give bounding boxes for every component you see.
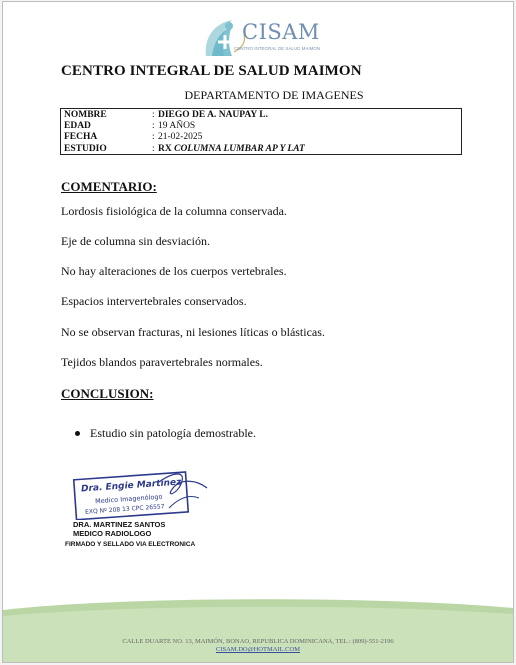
logo-tagline: CENTRO INTEGRAL DE SALUD MAIMON [234,46,321,51]
document-page [2,1,514,663]
info-value-study [158,144,305,155]
department-title: DEPARTAMENTO DE IMAGENES [184,88,364,102]
info-label: NOMBRE [64,110,107,120]
info-label: EDAD [64,121,91,132]
info-separator: : [152,121,155,132]
conclusion-text: Estudio sin patología demostrable. [90,426,256,440]
stamp-license: EXQ Nº 208 13 CPC 26557 [84,503,165,516]
info-row-name [64,110,458,121]
comment-heading: COMENTARIO: [61,179,157,194]
study-prefix: RX [158,143,175,154]
info-value-age: 19 AÑOS [158,121,196,132]
stamp-specialty: Medico Imagenólogo [94,492,163,506]
info-row-study [64,144,458,155]
bullet-icon [75,431,80,436]
signature-stamp [69,468,214,520]
info-separator: : [152,132,155,143]
comment-line: No hay alteraciones de los cuerpos vertebrales. [61,264,287,278]
conclusion-heading: CONCLUSION: [61,386,154,401]
cisam-logo [198,12,328,60]
info-separator: : [152,110,155,120]
comment-line: Eje de columna sin desviación. [61,234,210,248]
info-row-date [64,132,458,143]
signer-title: MEDICO RADIOLOGO [73,529,152,538]
info-value-date: 21-02-2025 [158,132,203,143]
comment-line: No se observan fracturas, ni lesiones líticas o blásticas. [61,325,325,339]
comment-line: Tejidos blandos paravertebrales normales. [61,355,263,369]
study-name: COLUMNA LUMBAR AP Y LAT [174,143,305,154]
signer-name: DRA. MARTINEZ SANTOS [73,520,166,529]
footer-email[interactable]: CISAM.DO@HOTMAIL.COM [216,646,300,653]
info-label: ESTUDIO [64,143,107,154]
comment-line: Espacios intervertebrales conservados. [61,294,247,308]
info-row-age [64,121,458,132]
footer-address: CALLE DUARTE NO. 13, MAIMÓN, BONAO, REPUBLICA DOMINICANA, TEL.: (809)-551-2196 [122,638,394,645]
patient-info-box [60,108,462,155]
info-value-name: DIEGO DE A. NAUPAY L. [158,110,268,120]
signature-note: FIRMADO Y SELLADO VIA ELECTRONICA [65,541,196,548]
logo-name: CISAM [242,20,320,44]
comment-line: Lordosis fisiológica de la columna conservada. [61,204,287,218]
info-separator: : [152,143,155,154]
conclusion-item [75,426,256,441]
stamp-doctor-name: Dra. Engie Martinez [80,477,182,495]
center-title: CENTRO INTEGRAL DE SALUD MAIMON [61,63,362,79]
info-label: FECHA [64,132,98,143]
